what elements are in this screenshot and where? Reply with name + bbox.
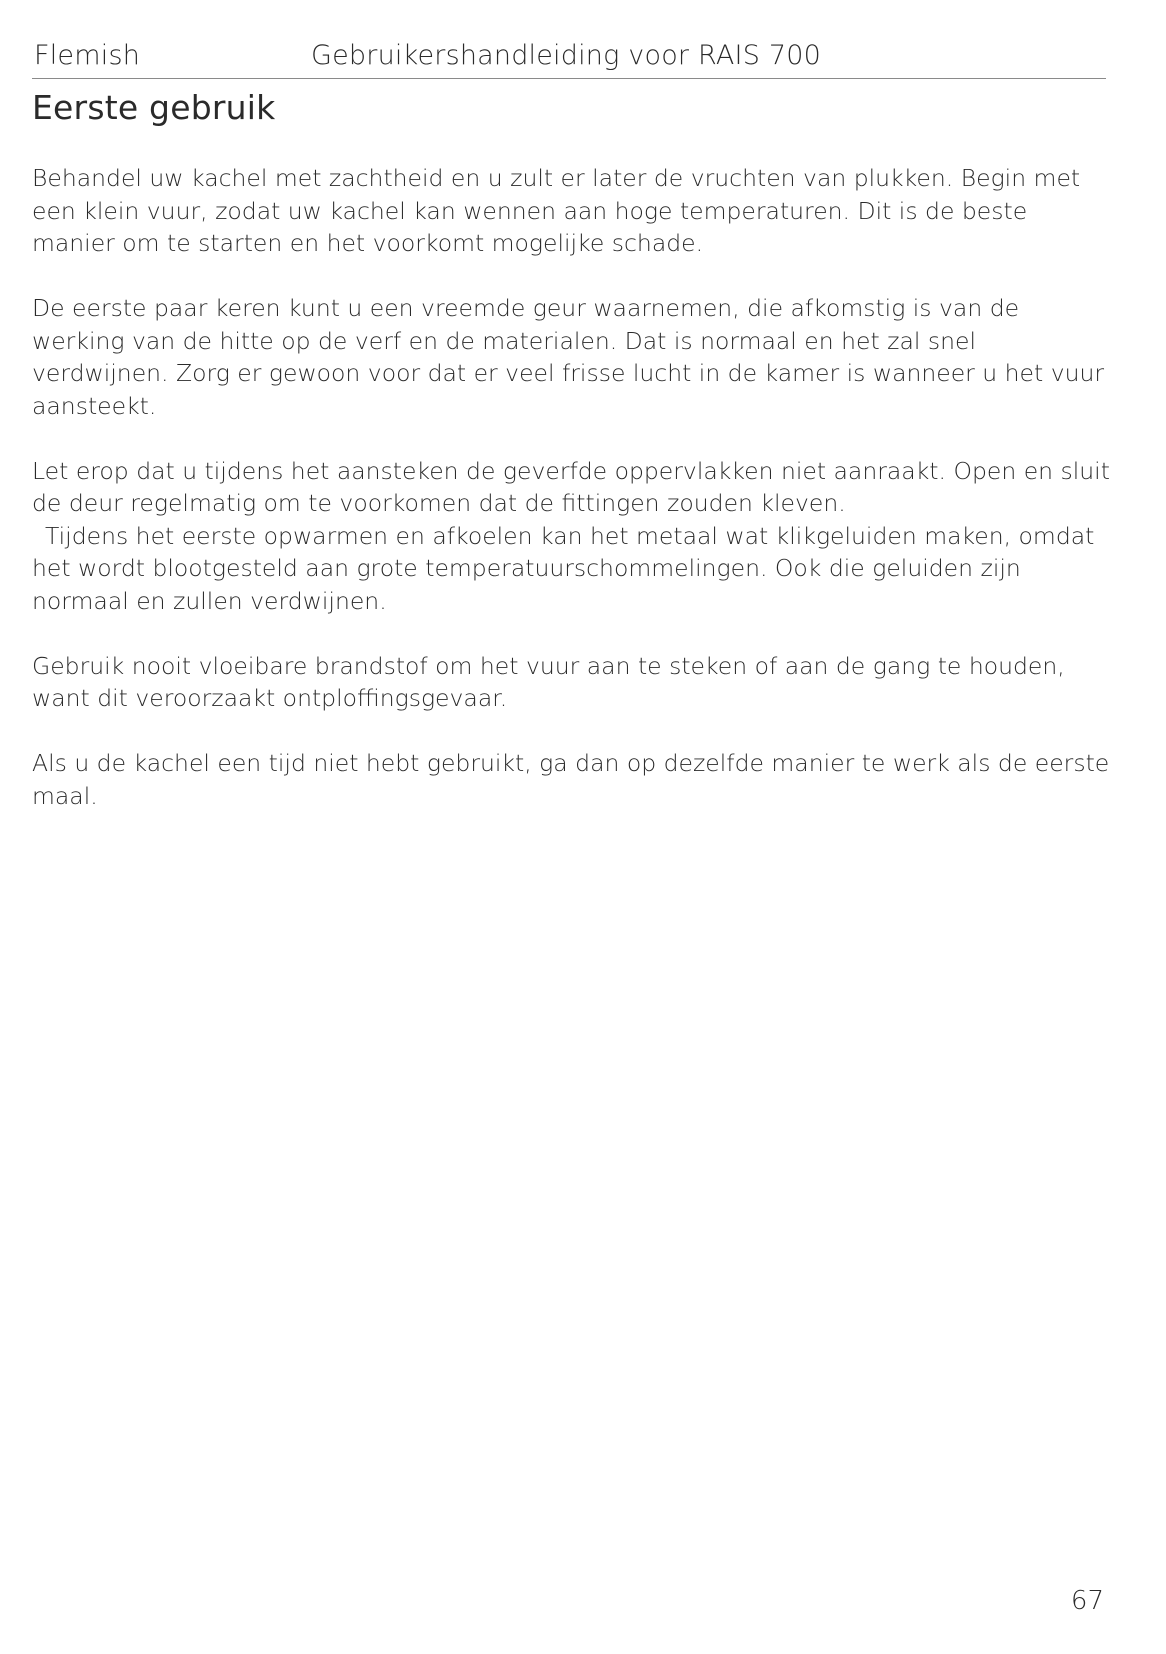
paragraph: Gebruik nooit vloeibare brandstof om het vuur aan te steken of aan de gang te houden, want dit veroorzaakt ontploffingsgevaar. bbox=[32, 651, 1065, 712]
page-title: Eerste gebruik bbox=[32, 88, 276, 127]
page-header bbox=[32, 38, 1106, 79]
paragraph: Tijdens het eerste opwarmen en afkoelen kan het metaal wat klikgeluiden maken, omdat het wordt blootgesteld aan grote temperatuurschommelingen. Ook die geluiden zijn normaal en zullen verdwijnen. bbox=[32, 521, 1095, 615]
paragraph: Let erop dat u tijdens het aansteken de geverfde oppervlakken niet aanraakt. Open en sluit de deur regelmatig om te voorkomen dat de fittingen zouden kleven. bbox=[32, 456, 1110, 517]
paragraph: Behandel uw kachel met zachtheid en u zult er later de vruchten van plukken. Begin met een klein vuur, zodat uw kachel kan wennen aan hoge temperaturen. Dit is de beste manier om te starten en het voorkomt mogelijke schade. bbox=[32, 164, 1081, 257]
page-number: 67 bbox=[1070, 1586, 1104, 1616]
header-title: Gebruikershandleiding voor RAIS 700 bbox=[311, 40, 821, 71]
paragraph: Als u de kachel een tijd niet hebt gebruikt, ga dan op dezelfde manier te werk als de eerste maal. bbox=[32, 749, 1110, 810]
header-language: Flemish bbox=[34, 40, 141, 71]
paragraph: De eerste paar keren kunt u een vreemde geur waarnemen, die afkomstig is van de werking van de hitte op de verf en de materialen. Dat is normaal en het zal snel verdwijnen. Zorg er gewoon voor dat er veel frisse lucht in de kamer is wanneer u het vuur aansteekt. bbox=[32, 294, 1105, 420]
body-text bbox=[32, 162, 1112, 845]
